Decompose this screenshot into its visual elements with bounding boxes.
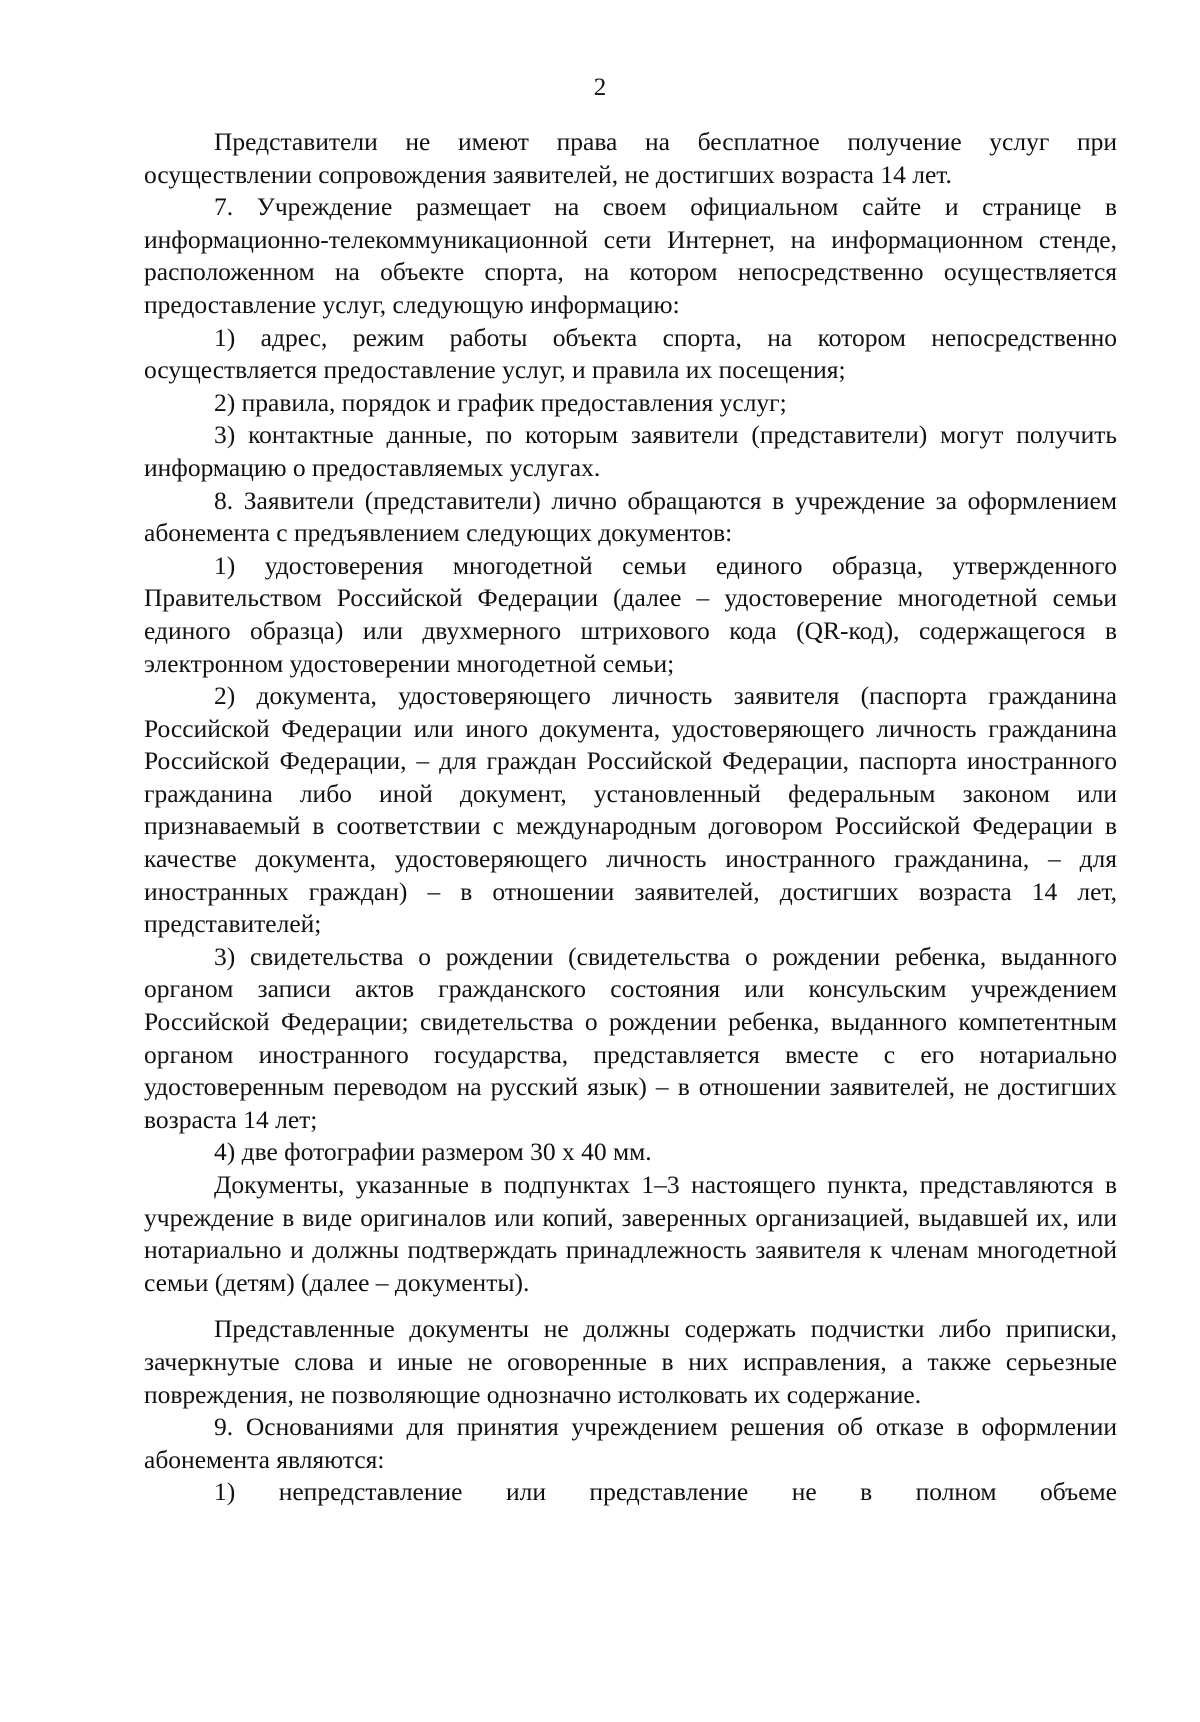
paragraph-item-9-sub-1: 1) непредставление или представление не в полном объеме bbox=[214, 1477, 1117, 1507]
paragraph-item-7-sub-2: 2) правила, порядок и график предоставления услуг; bbox=[214, 387, 787, 417]
paragraph-item-9: 9. Основаниями для принятия учреждением решения об отказе в оформлении абонемента являются: bbox=[144, 1412, 1117, 1474]
paragraph-item-8-sub-3: 3) свидетельства о рождении (свидетельства о рождении ребенка, выданного органом записи актов гражданского состояния или консульским учреждением Российской Федерации; свидетельства о рождении ребенка, выданного компетентным органом иностранного государства, представляется вместе с его нотариально удостоверенным переводом на русский язык) – в отношении заявителей, не достигших возраста 14 лет; bbox=[144, 941, 1117, 1134]
document-body bbox=[144, 126, 1117, 1509]
paragraph-item-7-sub-3: 3) контактные данные, по которым заявители (представители) могут получить информацию о предоставляемых услугах. bbox=[144, 420, 1117, 482]
paragraph-item-8: 8. Заявители (представители) лично обращаются в учреждение за оформлением абонемента с предъявлением следующих документов: bbox=[144, 485, 1117, 548]
paragraph-item-8-sub-1: 1) удостоверения многодетной семьи единого образца, утвержденного Правительством Российской Федерации (далее – удостоверение многодетной семьи единого образца) или двухмерного штрихового кода (QR-код), содержащегося в электронном удостоверении многодетной семьи; bbox=[144, 550, 1117, 678]
paragraph-item-7: 7. Учреждение размещает на своем официальном сайте и странице в информационно-телекоммуникационной сети Интернет, на информационном стенде, расположенном на объекте спорта, на котором непосредственно осуществляется предоставление услуг, следующую информацию: bbox=[144, 192, 1117, 319]
paragraph-documents-requirements: Представленные документы не должны содержать подчистки либо приписки, зачеркнутые слова и иные не оговоренные в них исправления, а также серьезные повреждения, не позволяющие однозначно истолковать их содержание. bbox=[144, 1314, 1117, 1409]
page-number: 2 bbox=[593, 74, 607, 101]
paragraph-item-8-sub-2: 2) документа, удостоверяющего личность заявителя (паспорта гражданина Российской Федерации или иного документа, удостоверяющего личность гражданина Российской Федерации, – для граждан Российской Федерации, паспорта иностранного гражданина либо иной документ, установленный федеральным законом или признаваемый в соответствии с международным договором Российской Федерации в качестве документа, удостоверяющего личность иностранного гражданина, – для иностранных граждан) – в отношении заявителей, достигших возраста 14 лет, представителей; bbox=[144, 681, 1117, 939]
paragraph-representatives-no-free-service: Представители не имеют права на бесплатное получение услуг при осуществлении сопровождения заявителей, не достигших возраста 14 лет. bbox=[144, 127, 1117, 189]
paragraph-item-7-sub-1: 1) адрес, режим работы объекта спорта, на котором непосредственно осуществляется предоставление услуг, и правила их посещения; bbox=[144, 322, 1117, 385]
paragraph-item-8-sub-4: 4) две фотографии размером 30 х 40 мм. bbox=[214, 1137, 652, 1167]
paragraph-documents-submission: Документы, указанные в подпунктах 1–3 настоящего пункта, представляются в учреждение в виде оригиналов или копий, заверенных организацией, выдавшей их, или нотариально и должны подтверждать принадлежность заявителя к членам многодетной семьи (детям) (далее – документы). bbox=[144, 1170, 1117, 1297]
